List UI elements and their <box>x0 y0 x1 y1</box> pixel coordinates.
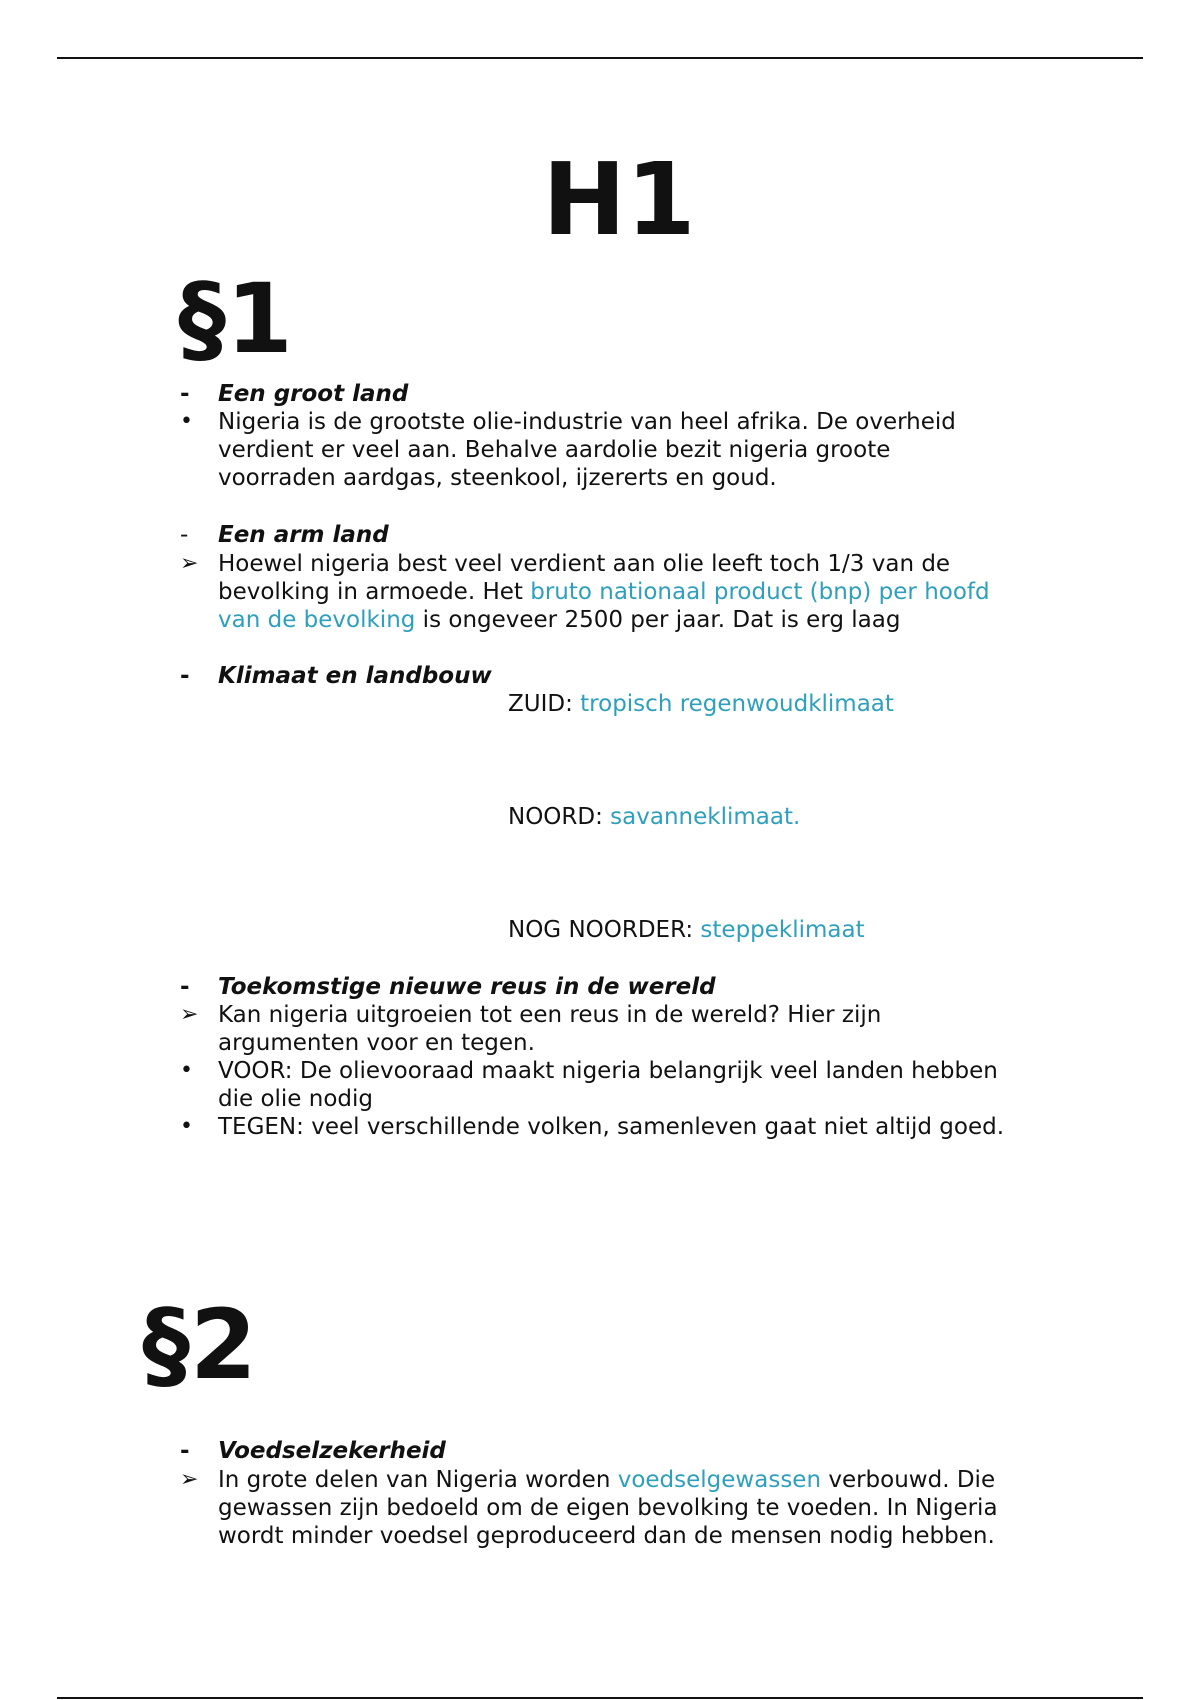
dash-marker: - <box>180 522 189 548</box>
plain-text: bevolking in armoede. Het <box>218 579 531 605</box>
bullet-icon: • <box>180 1114 193 1139</box>
climate-value: tropisch regenwoudklimaat <box>580 691 894 717</box>
subheading: Toekomstige nieuwe reus in de wereld <box>218 974 716 1000</box>
climate-entry <box>508 916 865 944</box>
paragraph-line: die olie nodig <box>218 1086 374 1112</box>
paragraph-line: Hoewel nigeria best veel verdient aan olie leeft toch 1/3 van de <box>218 551 951 577</box>
climate-label: NOORD: <box>508 804 611 830</box>
arrow-bullet-icon: ➢ <box>180 551 199 576</box>
bullet-icon: • <box>180 1058 193 1083</box>
paragraph-line: Kan nigeria uitgroeien tot een reus in de wereld? Hier zijn <box>218 1002 882 1028</box>
paragraph-line: voorraden aardgas, steenkool, ijzererts en goud. <box>218 465 777 491</box>
climate-value: steppeklimaat <box>700 917 865 943</box>
page-heading: H1 <box>542 141 696 258</box>
term-highlight: bruto nationaal product (bnp) per hoofd <box>530 579 990 605</box>
paragraph-line <box>218 1466 995 1494</box>
term-highlight: voedselgewassen <box>617 1467 822 1493</box>
paragraph-line: verdient er veel aan. Behalve aardolie bezit nigeria groote <box>218 437 891 463</box>
section-1-title: §1 <box>178 263 293 375</box>
paragraph-line: gewassen zijn bedoeld om de eigen bevolking te voeden. In Nigeria <box>218 1495 998 1521</box>
dash-marker: - <box>180 1438 190 1464</box>
paragraph-line: VOOR: De olievooraad maakt nigeria belangrijk veel landen hebben <box>218 1058 998 1084</box>
term-highlight: van de bevolking <box>218 607 416 633</box>
bullet-icon: • <box>180 409 193 434</box>
plain-text: verbouwd. Die <box>821 1467 996 1493</box>
bottom-rule <box>57 1697 1143 1699</box>
subheading: Voedselzekerheid <box>218 1438 446 1464</box>
plain-text: In grote delen van Nigeria worden <box>218 1467 618 1493</box>
arrow-bullet-icon: ➢ <box>180 1002 199 1027</box>
climate-label: ZUID: <box>508 691 581 717</box>
subheading: Klimaat en landbouw <box>218 663 492 689</box>
plain-text: is ongeveer 2500 per jaar. Dat is erg laag <box>415 607 901 633</box>
paragraph-line <box>218 606 900 634</box>
paragraph-line: wordt minder voedsel geproduceerd dan de mensen nodig hebben. <box>218 1523 995 1549</box>
dash-marker: - <box>180 663 190 689</box>
dash-marker: - <box>180 974 190 1000</box>
climate-entry <box>508 803 800 831</box>
climate-entry <box>508 690 894 718</box>
section-2-title: §2 <box>142 1289 257 1401</box>
top-rule <box>57 57 1143 59</box>
arrow-bullet-icon: ➢ <box>180 1467 199 1492</box>
subheading: Een arm land <box>218 522 389 548</box>
paragraph-line: TEGEN: veel verschillende volken, samenleven gaat niet altijd goed. <box>218 1114 1005 1140</box>
climate-label: NOG NOORDER: <box>508 917 701 943</box>
subheading: Een groot land <box>218 381 409 407</box>
climate-value: savanneklimaat. <box>610 804 801 830</box>
paragraph-line: Nigeria is de grootste olie-industrie van heel afrika. De overheid <box>218 409 956 435</box>
paragraph-line <box>218 578 990 606</box>
dash-marker: - <box>180 381 190 407</box>
paragraph-line: argumenten voor en tegen. <box>218 1030 535 1056</box>
